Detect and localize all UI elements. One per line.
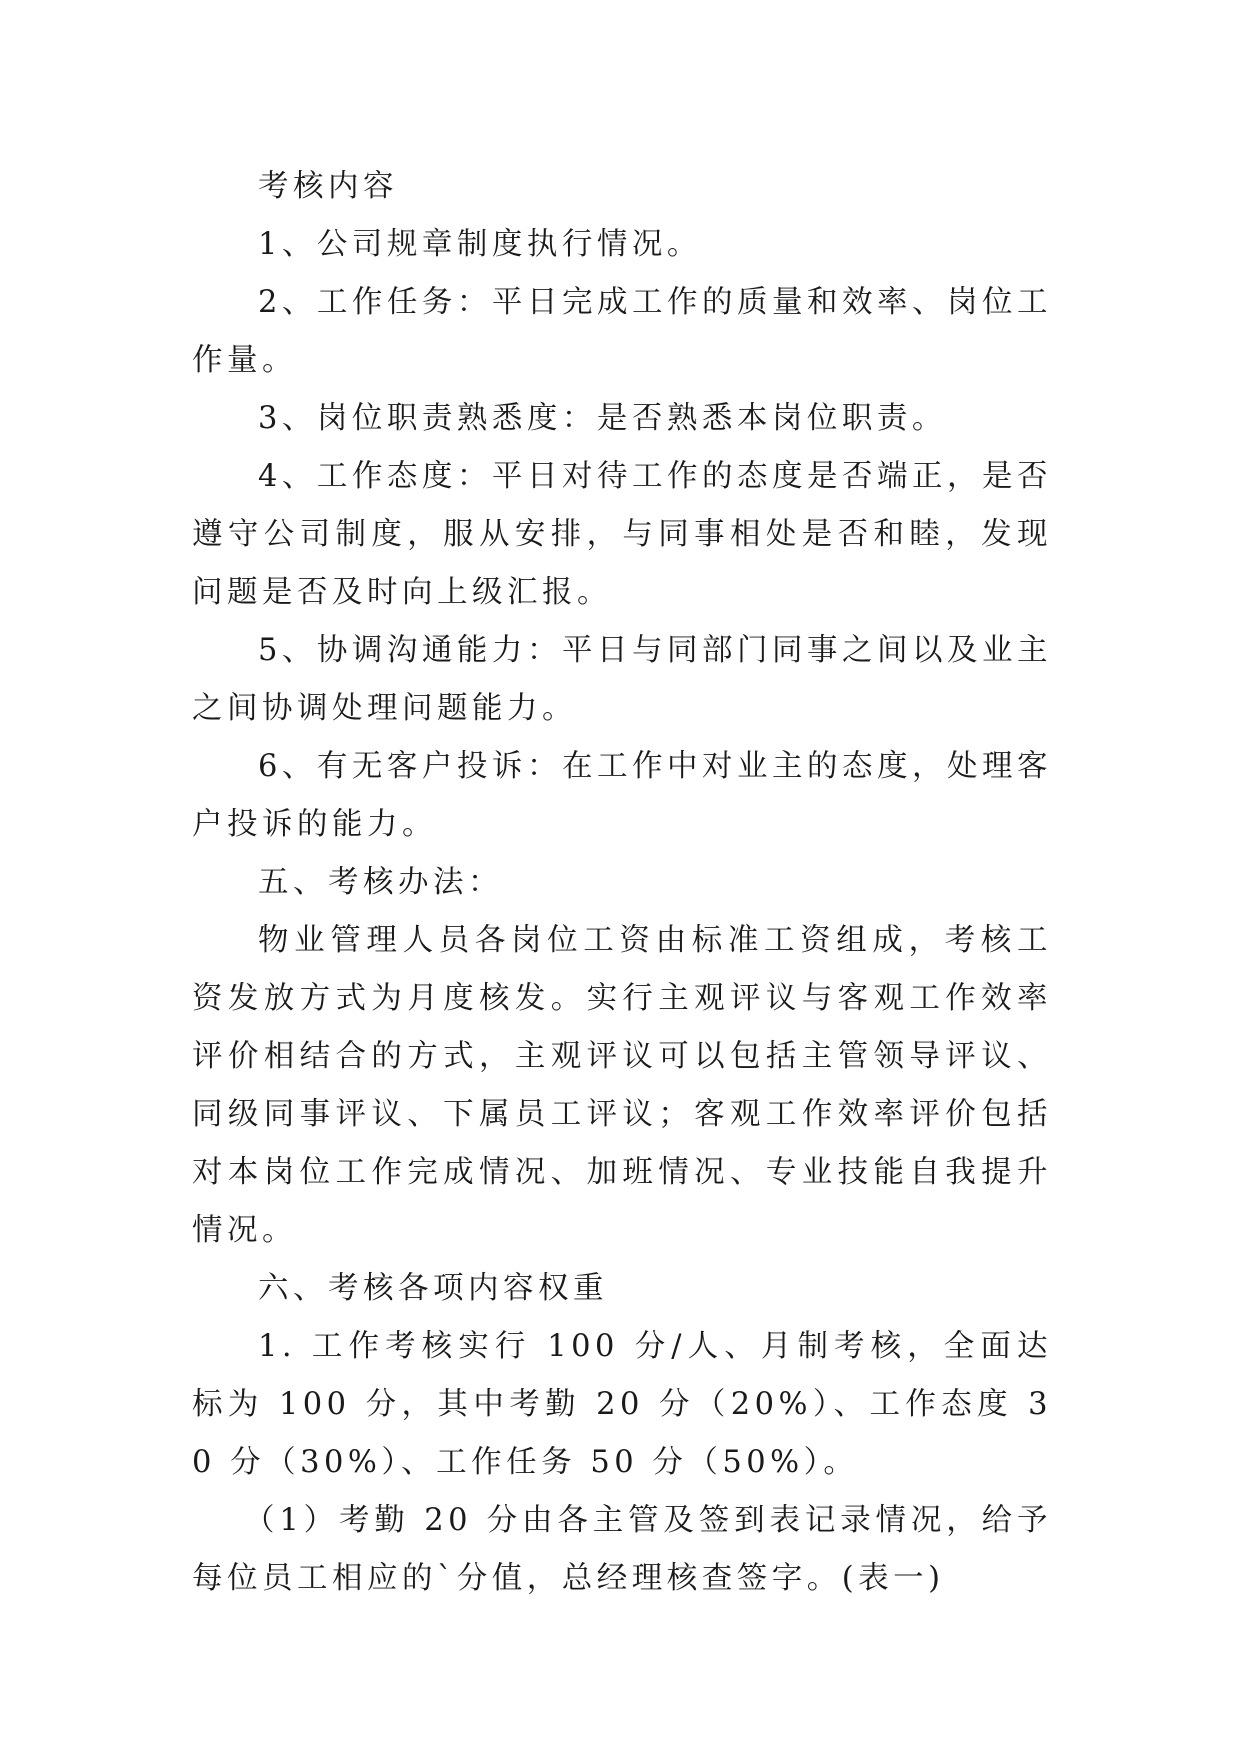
paragraph-method: 物业管理人员各岗位工资由标准工资组成，考核工资发放方式为月度核发。实行主观评议与客观工作效率评价相结合的方式，主观评议可以包括主管领导评议、同级同事评议、下属员工评议；客观工作效率评价包括对本岗位工作完成情况、加班情况、专业技能自我提升情况。 [192,923,1052,1248]
paragraph-item-6: 6、有无客户投诉：在工作中对业主的态度，处理客户投诉的能力。 [192,749,1052,842]
paragraph-weight-1: 1. 工作考核实行 100 分/人、月制考核，全面达标为 100 分，其中考勤 20 分（20%）、工作态度 30 分（30%）、工作任务 50 分（50%）。 [192,1329,1052,1480]
paragraph-item-5: 5、协调沟通能力：平日与同部门同事之间以及业主之间协调处理问题能力。 [192,633,1052,726]
paragraph-heading-6: 六、考核各项内容权重 [258,1271,608,1306]
paragraph-attendance: （1）考勤 20 分由各主管及签到表记录情况，给予每位员工相应的`分值，总经理核查签字。(表一) [192,1503,1052,1596]
document-body [192,158,1052,1608]
paragraph-section-heading: 考核内容 [258,169,398,204]
paragraph-item-1: 1、公司规章制度执行情况。 [258,227,702,262]
paragraph-heading-5: 五、考核办法： [258,865,503,900]
paragraph-item-2: 2、工作任务：平日完成工作的质量和效率、岗位工作量。 [192,285,1052,378]
paragraph-item-3: 3、岗位职责熟悉度：是否熟悉本岗位职责。 [258,401,947,436]
paragraph-item-4: 4、工作态度：平日对待工作的态度是否端正，是否遵守公司制度，服从安排，与同事相处是否和睦，发现问题是否及时向上级汇报。 [192,459,1052,610]
